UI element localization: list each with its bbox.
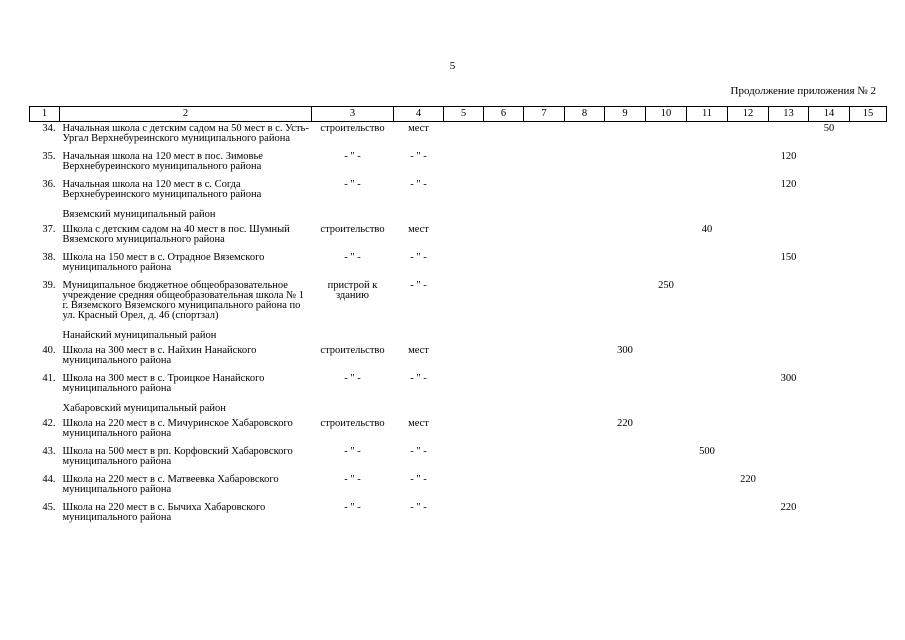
empty-cell [646,223,687,251]
work-type: строительство [320,418,385,429]
empty-cell [687,279,728,327]
column-header-7: 7 [524,107,565,122]
unit-of-measure: мест [408,224,429,235]
empty-cell [809,251,850,279]
empty-cell [646,344,687,372]
empty-cell [646,150,687,178]
empty-cell [646,178,687,206]
empty-cell [728,372,769,400]
work-type: - " - [344,502,361,513]
empty-cell [687,178,728,206]
empty-cell [769,344,809,372]
object-name: Школа на 300 мест в с. Найхин Нанайского муниципального района [62,345,257,366]
empty-cell [444,122,484,151]
empty-cell [524,122,565,151]
object-name: Школа на 300 мест в с. Троицкое Нанайского муниципального района [62,373,265,394]
district-name: Вяземский муниципальный район [62,209,216,220]
empty-cell [565,122,605,151]
table-row [30,417,887,445]
empty-cell [484,150,524,178]
column-header-11: 11 [687,107,728,122]
unit-of-measure: мест [408,123,429,134]
empty-cell [728,344,769,372]
section-header-row [30,327,887,344]
capacity-value: 300 [780,373,797,384]
object-name: Муниципальное бюджетное общеобразовательное учреждение средняя общеобразовательная школа № 1 г. Вяземского Вяземского муниципального района по ул. Красный Орел, д. 46 (спортзал) [62,280,304,321]
empty-cell [524,279,565,327]
empty-cell [565,344,605,372]
unit-of-measure: - " - [410,373,427,384]
empty-cell [605,122,646,151]
empty-cell [850,223,887,251]
empty-cell [605,178,646,206]
empty-cell [565,223,605,251]
column-header-6: 6 [484,107,524,122]
capacity-value: 250 [658,280,674,291]
capacity-value: 220 [617,418,633,429]
empty-cell [484,178,524,206]
empty-cell [809,445,850,473]
unit-of-measure: - " - [410,446,427,457]
empty-cell [728,445,769,473]
unit-of-measure: - " - [410,179,427,190]
empty-cell [524,445,565,473]
table-row [30,501,887,529]
empty-cell [687,251,728,279]
empty-cell [728,251,769,279]
empty-cell [809,344,850,372]
empty-cell [444,178,484,206]
empty-cell [565,251,605,279]
empty-cell [30,206,60,223]
empty-cell [444,344,484,372]
column-header-3: 3 [312,107,394,122]
empty-cell [524,501,565,529]
empty-cell [30,327,60,344]
district-name: Хабаровский муниципальный район [62,403,226,414]
empty-cell [809,279,850,327]
work-type: - " - [344,252,361,263]
empty-cell [646,122,687,151]
column-header-15: 15 [850,107,887,122]
table-row [30,344,887,372]
empty-cell [524,150,565,178]
empty-cell [484,501,524,529]
empty-cell [769,223,809,251]
empty-cell [444,251,484,279]
empty-cell [565,150,605,178]
empty-cell [769,122,809,151]
table-row [30,372,887,400]
empty-cell [687,501,728,529]
unit-of-measure: мест [408,345,429,356]
empty-cell [728,178,769,206]
empty-cell [850,279,887,327]
column-header-2: 2 [60,107,312,122]
empty-cell [850,473,887,501]
empty-cell [565,279,605,327]
empty-cell [605,501,646,529]
table-body [30,122,887,530]
row-number: 44. [42,474,56,485]
empty-cell [524,223,565,251]
object-name: Школа на 220 мест в с. Мичуринское Хабаровского муниципального района [62,418,293,439]
unit-of-measure: мест [408,418,429,429]
empty-cell [769,417,809,445]
empty-cell [687,473,728,501]
empty-cell [605,223,646,251]
empty-cell [524,178,565,206]
column-header-10: 10 [646,107,687,122]
empty-cell [850,417,887,445]
row-number: 35. [42,151,56,162]
empty-cell [728,501,769,529]
capacity-value: 220 [780,502,797,513]
empty-cell [524,417,565,445]
table-row [30,223,887,251]
investment-table [29,106,887,529]
empty-cell [850,251,887,279]
empty-cell [687,372,728,400]
empty-cell [687,122,728,151]
row-number: 40. [42,345,56,356]
empty-cell [646,251,687,279]
empty-cell [850,501,887,529]
unit-of-measure: - " - [410,252,427,263]
continuation-caption: Продолжение приложения № 2 [730,85,876,97]
empty-cell [524,344,565,372]
empty-cell [728,150,769,178]
column-header-8: 8 [565,107,605,122]
empty-cell [484,122,524,151]
work-type: - " - [344,373,361,384]
empty-cell [809,150,850,178]
empty-cell [484,223,524,251]
work-type: - " - [344,474,361,485]
empty-cell [646,417,687,445]
empty-cell [444,473,484,501]
empty-cell [565,417,605,445]
empty-cell [484,417,524,445]
empty-cell [565,372,605,400]
empty-cell [524,251,565,279]
empty-cell [484,251,524,279]
section-header-row [30,400,887,417]
empty-cell [850,150,887,178]
object-name: Школа с детским садом на 40 мест в пос. Шумный Вяземского муниципального района [62,224,290,245]
empty-cell [565,445,605,473]
empty-cell [728,122,769,151]
object-name: Школа на 150 мест в с. Отрадное Вяземского муниципального района [62,252,265,273]
work-type: пристрой к зданию [327,280,378,301]
empty-cell [809,372,850,400]
object-name: Начальная школа с детским садом на 50 мест в с. Усть-Ургал Верхнебуреинского муниципального района [62,123,309,144]
empty-cell [565,473,605,501]
object-name: Начальная школа на 120 мест в с. Согда Верхнебуреинского муниципального района [62,179,262,200]
page-number: 5 [449,60,456,72]
empty-cell [605,251,646,279]
row-number: 43. [42,446,56,457]
empty-cell [809,223,850,251]
object-name: Школа на 220 мест в с. Матвеевка Хабаровского муниципального района [62,474,279,495]
column-header-9: 9 [605,107,646,122]
column-header-12: 12 [728,107,769,122]
work-type: строительство [320,345,385,356]
empty-cell [850,445,887,473]
empty-cell [444,445,484,473]
empty-cell [850,122,887,151]
unit-of-measure: - " - [410,502,427,513]
empty-cell [484,473,524,501]
empty-cell [484,344,524,372]
capacity-value: 50 [823,123,835,134]
capacity-value: 120 [780,151,797,162]
empty-cell [687,150,728,178]
empty-cell [850,372,887,400]
table-row [30,178,887,206]
empty-cell [809,178,850,206]
empty-cell [728,223,769,251]
empty-cell [646,445,687,473]
table-row [30,150,887,178]
row-number: 39. [42,280,56,291]
capacity-value: 150 [780,252,797,263]
empty-cell [444,223,484,251]
empty-cell [444,279,484,327]
district-name: Нанайский муниципальный район [62,330,217,341]
work-type: - " - [344,446,361,457]
unit-of-measure: - " - [410,280,427,291]
empty-cell [769,473,809,501]
row-number: 42. [42,418,56,429]
empty-cell [605,473,646,501]
empty-cell [605,150,646,178]
work-type: строительство [320,123,385,134]
row-number: 38. [42,252,56,263]
table-row [30,445,887,473]
row-number: 41. [42,373,56,384]
empty-cell [646,372,687,400]
section-header-row [30,206,887,223]
empty-cell [484,279,524,327]
object-name: Начальная школа на 120 мест в пос. Зимовье Верхнебуреинского муниципального района [62,151,263,172]
column-header-1: 1 [30,107,60,122]
empty-cell [769,279,809,327]
empty-cell [809,501,850,529]
empty-cell [30,400,60,417]
unit-of-measure: - " - [410,151,427,162]
column-header-5: 5 [444,107,484,122]
empty-cell [687,344,728,372]
empty-cell [809,473,850,501]
empty-cell [687,417,728,445]
empty-cell [444,501,484,529]
empty-cell [728,417,769,445]
work-type: - " - [344,151,361,162]
row-number: 45. [42,502,56,513]
work-type: строительство [320,224,385,235]
unit-of-measure: - " - [410,474,427,485]
empty-cell [646,473,687,501]
object-name: Школа на 220 мест в с. Бычиха Хабаровского муниципального района [62,502,266,523]
column-header-14: 14 [809,107,850,122]
empty-cell [809,417,850,445]
empty-cell [728,279,769,327]
row-number: 36. [42,179,56,190]
empty-cell [565,178,605,206]
empty-cell [524,372,565,400]
table-row [30,122,887,151]
row-number: 37. [42,224,56,235]
empty-cell [605,372,646,400]
capacity-value: 40 [701,224,713,235]
empty-cell [444,417,484,445]
empty-cell [605,279,646,327]
empty-cell [769,445,809,473]
column-header-4: 4 [394,107,444,122]
empty-cell [850,344,887,372]
column-header-13: 13 [769,107,809,122]
row-number: 34. [42,123,56,134]
empty-cell [850,178,887,206]
capacity-value: 120 [780,179,797,190]
capacity-value: 300 [617,345,633,356]
empty-cell [605,445,646,473]
empty-cell [484,445,524,473]
object-name: Школа на 500 мест в рп. Корфовский Хабаровского муниципального района [62,446,293,467]
table-row [30,279,887,327]
empty-cell [646,501,687,529]
table-row [30,251,887,279]
empty-cell [444,372,484,400]
empty-cell [565,501,605,529]
table-row [30,473,887,501]
capacity-value: 220 [740,474,756,485]
work-type: - " - [344,179,361,190]
empty-cell [484,372,524,400]
empty-cell [444,150,484,178]
empty-cell [524,473,565,501]
capacity-value: 500 [699,446,715,457]
header-row [30,107,887,122]
